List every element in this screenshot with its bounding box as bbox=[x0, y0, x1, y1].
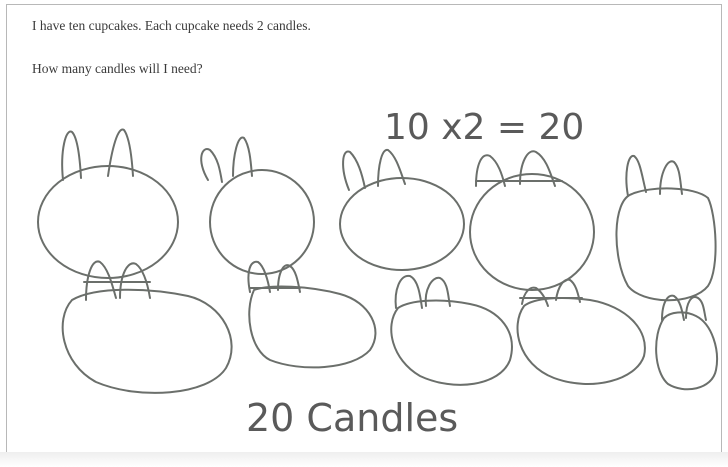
problem-question: How many candles will I need? bbox=[32, 61, 203, 76]
cupcake-drawing bbox=[201, 138, 314, 274]
cupcake-drawing bbox=[248, 262, 375, 368]
handwritten-answer: 20 Candles bbox=[246, 396, 459, 440]
cupcake-drawing bbox=[656, 296, 717, 390]
cupcake-drawing bbox=[340, 150, 464, 270]
cupcake-drawing bbox=[616, 156, 715, 300]
handwritten-equation: 10 x2 = 20 bbox=[384, 107, 585, 148]
problem-statement: I have ten cupcakes. Each cupcake needs 2 candles. bbox=[32, 18, 311, 33]
cupcake-drawing bbox=[63, 261, 232, 392]
cupcake-drawing bbox=[391, 276, 512, 385]
cupcake-drawing bbox=[38, 130, 178, 278]
cupcake-drawing bbox=[517, 280, 644, 384]
cupcake-drawing bbox=[470, 151, 594, 290]
